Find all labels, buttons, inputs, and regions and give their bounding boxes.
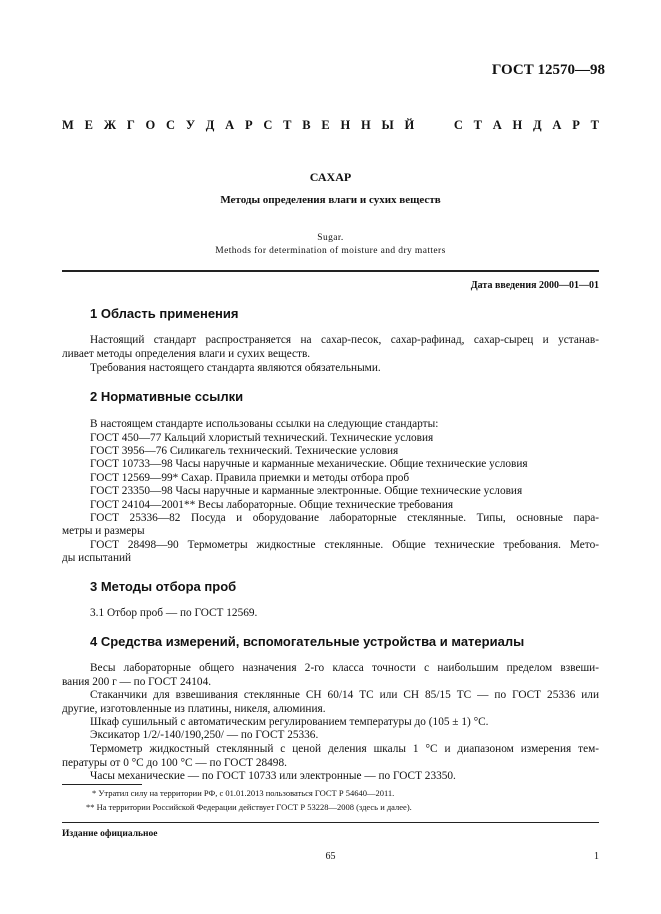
section-4-paragraph: Шкаф сушильный с автоматическим регулированием температуры до (105 ± 1) °С. bbox=[90, 716, 489, 728]
title-letter: Т bbox=[473, 118, 482, 132]
title-letter: Т bbox=[590, 118, 599, 132]
footnote-1: * Утратил силу на территории РФ, с 01.01.2013 пользоваться ГОСТ Р 54640—2011. bbox=[92, 788, 395, 798]
document-title: САХАР bbox=[309, 170, 352, 184]
section-2-intro: В настоящем стандарте использованы ссылки на следующие стандарты: bbox=[90, 418, 439, 430]
title-letter: С bbox=[166, 118, 176, 132]
reference-item: ГОСТ 28498—90 Термометры жидкостные стеклянные. Общие технические требования. Мето- bbox=[90, 539, 599, 551]
title-letter: О bbox=[145, 118, 156, 132]
reference-item-continuation: ды испытаний bbox=[62, 552, 132, 564]
section-4-paragraph-line: другие, изготовленные из платины, никеля, алюминия. bbox=[62, 703, 326, 715]
title-letter: Ы bbox=[381, 118, 394, 132]
title-letter: Н bbox=[340, 118, 351, 132]
title-letter: А bbox=[492, 118, 502, 132]
gost-number: ГОСТ 12570—98 bbox=[491, 62, 605, 78]
footnote-divider bbox=[62, 784, 142, 785]
sheet-number: 1 bbox=[594, 851, 599, 862]
standard-type-title bbox=[62, 118, 599, 133]
title-word-gap bbox=[425, 118, 443, 133]
section-1-paragraph-line: ливает методы определения влаги и сухих веществ. bbox=[62, 348, 311, 360]
section-4-paragraph: Эксикатор 1/2/-140/190,250/ — по ГОСТ 25336. bbox=[90, 729, 319, 741]
title-letter: Г bbox=[126, 118, 135, 132]
section-3-heading: 3 Методы отбора проб bbox=[90, 579, 237, 594]
title-letter: М bbox=[62, 118, 74, 132]
english-title: Sugar. bbox=[317, 233, 344, 243]
footnote-2: ** На территории Российской Федерации действует ГОСТ Р 53228—2008 (здесь и далее). bbox=[86, 802, 412, 812]
reference-item: ГОСТ 10733—98 Часы наручные и карманные механические. Общие технические условия bbox=[90, 458, 528, 470]
reference-item: ГОСТ 23350—98 Часы наручные и карманные электронные. Общие технические условия bbox=[90, 485, 523, 497]
english-subtitle: Methods for determination of moisture and dry matters bbox=[215, 246, 446, 256]
section-1-paragraph-line: Настоящий стандарт распространяется на сахар-песок, сахар-рафинад, сахар-сырец и устанав- bbox=[90, 334, 599, 346]
title-letter: Е bbox=[84, 118, 93, 132]
title-letter: Д bbox=[533, 118, 542, 132]
title-letter: Т bbox=[283, 118, 292, 132]
section-4-paragraph-line: Весы лабораторные общего назначения 2-го класса точности с наибольшим пределом взвеши- bbox=[90, 662, 599, 674]
title-letter: Н bbox=[512, 118, 523, 132]
title-letter: Ж bbox=[103, 118, 117, 132]
title-letter: А bbox=[225, 118, 235, 132]
official-edition-label: Издание официальное bbox=[62, 829, 158, 839]
title-letter: Е bbox=[321, 118, 330, 132]
title-letter: Р bbox=[572, 118, 580, 132]
section-4-heading: 4 Средства измерений, вспомогательные устройства и материалы bbox=[90, 634, 525, 649]
title-letter: Д bbox=[205, 118, 215, 132]
section-4-paragraph-line: Стаканчики для взвешивания стеклянные СН 60/14 ТС или СН 85/15 ТС — по ГОСТ 25336 или bbox=[90, 689, 599, 701]
section-2-heading: 2 Нормативные ссылки bbox=[90, 389, 244, 404]
header-divider bbox=[62, 270, 599, 272]
reference-item: ГОСТ 12569—99* Сахар. Правила приемки и методы отбора проб bbox=[90, 472, 410, 484]
title-letter: Р bbox=[244, 118, 253, 132]
reference-item: ГОСТ 24104—2001** Весы лабораторные. Общие технические требования bbox=[90, 499, 454, 511]
title-letter: С bbox=[263, 118, 273, 132]
introduction-date: Дата введения 2000—01—01 bbox=[470, 280, 599, 291]
section-4-paragraph: Часы механические — по ГОСТ 10733 или электронные — по ГОСТ 23350. bbox=[90, 770, 456, 782]
document-subtitle: Методы определения влаги и сухих веществ bbox=[220, 194, 441, 206]
reference-item-continuation: метры и размеры bbox=[62, 525, 145, 537]
section-1-heading: 1 Область применения bbox=[90, 306, 239, 321]
section-4-paragraph-line: пературы от 0 °С до 100 °С — по ГОСТ 28498. bbox=[62, 757, 287, 769]
section-4-paragraph-line: вания 200 г — по ГОСТ 24104. bbox=[62, 676, 212, 688]
reference-item: ГОСТ 25336—82 Посуда и оборудование лабораторные стеклянные. Типы, основные пара- bbox=[90, 512, 599, 524]
section-1-paragraph: Требования настоящего стандарта являются обязательными. bbox=[90, 362, 381, 374]
title-letter: Й bbox=[404, 118, 415, 132]
page-number: 65 bbox=[325, 851, 336, 862]
footer-divider bbox=[62, 822, 599, 823]
reference-item: ГОСТ 3956—76 Силикагель технический. Технические условия bbox=[90, 445, 399, 457]
title-letter: У bbox=[185, 118, 196, 132]
title-letter: В bbox=[302, 118, 311, 132]
section-3-paragraph: 3.1 Отбор проб — по ГОСТ 12569. bbox=[90, 607, 258, 619]
title-letter: Н bbox=[361, 118, 371, 132]
title-letter: А bbox=[552, 118, 562, 132]
section-4-paragraph-line: Термометр жидкостный стеклянный с ценой деления шкалы 1 °С и диапазоном измерения тем- bbox=[90, 743, 599, 755]
title-letter: С bbox=[453, 118, 463, 132]
reference-item: ГОСТ 450—77 Кальций хлористый технический. Технические условия bbox=[90, 432, 434, 444]
